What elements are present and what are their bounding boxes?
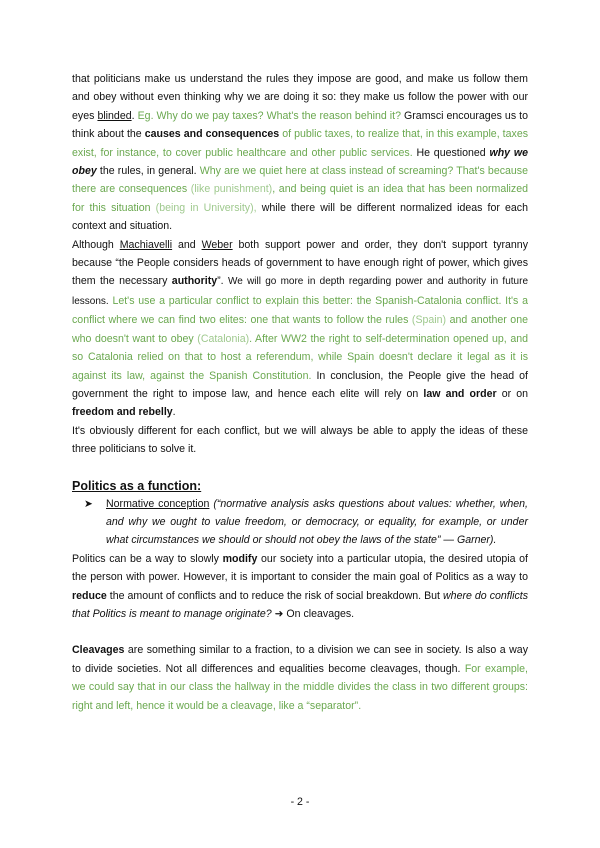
paragraph-cleavages: Cleavages are something similar to a fraction, to a division we can see in society. Is also a way to divide societies. Not all differences and equalities become cleavages, though. For example, we could say that in our class the hallway in the middle divides the class in two different groups: right and left, hence it would be a cleavage, like a “separator”. (72, 644, 528, 712)
spacer (72, 459, 528, 477)
paragraph-conflict-note: It's obviously different for each conflict, but we will always be able to apply the ideas of these three politicians to solve it. (72, 424, 528, 456)
document-body (72, 70, 528, 715)
paragraph-gramsci: that politicians make us understand the rules they impose are good, and make us follow them and obey without even thinking why we are doing it so: they make us follow the power with our eyes blinded. Eg. Why do we pay taxes? What's the reason behind it? Gramsci encourages us to think about the causes and consequences of public taxes, to realize that, in this example, taxes exist, for instance, to cover public healthcare and other public services. He questioned why we obey the rules, in general. Why are we quiet here at class instead of screaming? That's because there are consequences (like punishment), and being quiet is an idea that has been normalized for this situation (being in University), while there will be different normalized ideas for each context and situation. (72, 73, 529, 233)
paragraph-machiavelli-weber: Although Machiavelli and Weber both support power and order, they don't support tyranny because “the People considers heads of government to have enough right of power, which gives them the necessary authority”. We will go more in depth regarding power and authority in future lessons. Let's use a particular conflict to explain this better: the Spanish-Catalonia conflict. It's a conflict where we can find two elites: one that wants to follow the rules (Spain) and another one who doesn't want to obey (Catalonia). After WW2 the right to self-determination opened up, and so Catalonia relied on that to host a referendum, while Spain doesn't declare it legal as it is against its law, against the Spanish Constitution. In conclusion, the People give the head of government the right to impose law, and hence each elite will rely on law and order or on freedom and rebelly. (72, 238, 529, 419)
bullet-normative-conception (72, 495, 528, 550)
arrow-bullet-icon: ➤ (84, 497, 93, 510)
bullet-text: Normative conception (“normative analysis asks questions about values: whether, when, and why we ought to value freedom, or democracy, or equality, for example, or under what circumstances we should or should not obey the laws of the state” — Garner). (106, 497, 528, 547)
section-heading: Politics as a function: (72, 478, 202, 493)
spacer (72, 623, 528, 641)
page-number: - 2 - (290, 796, 310, 808)
paragraph-politics-function: Politics can be a way to slowly modify our society into a particular utopia, the desired utopia of the person with power. However, it is important to consider the main goal of Politics as a way to reduce the amount of conflicts and to reduce the risk of social breakdown. But where do conflicts that Politics is meant to manage originate? ➜ On cleavages. (72, 552, 528, 620)
